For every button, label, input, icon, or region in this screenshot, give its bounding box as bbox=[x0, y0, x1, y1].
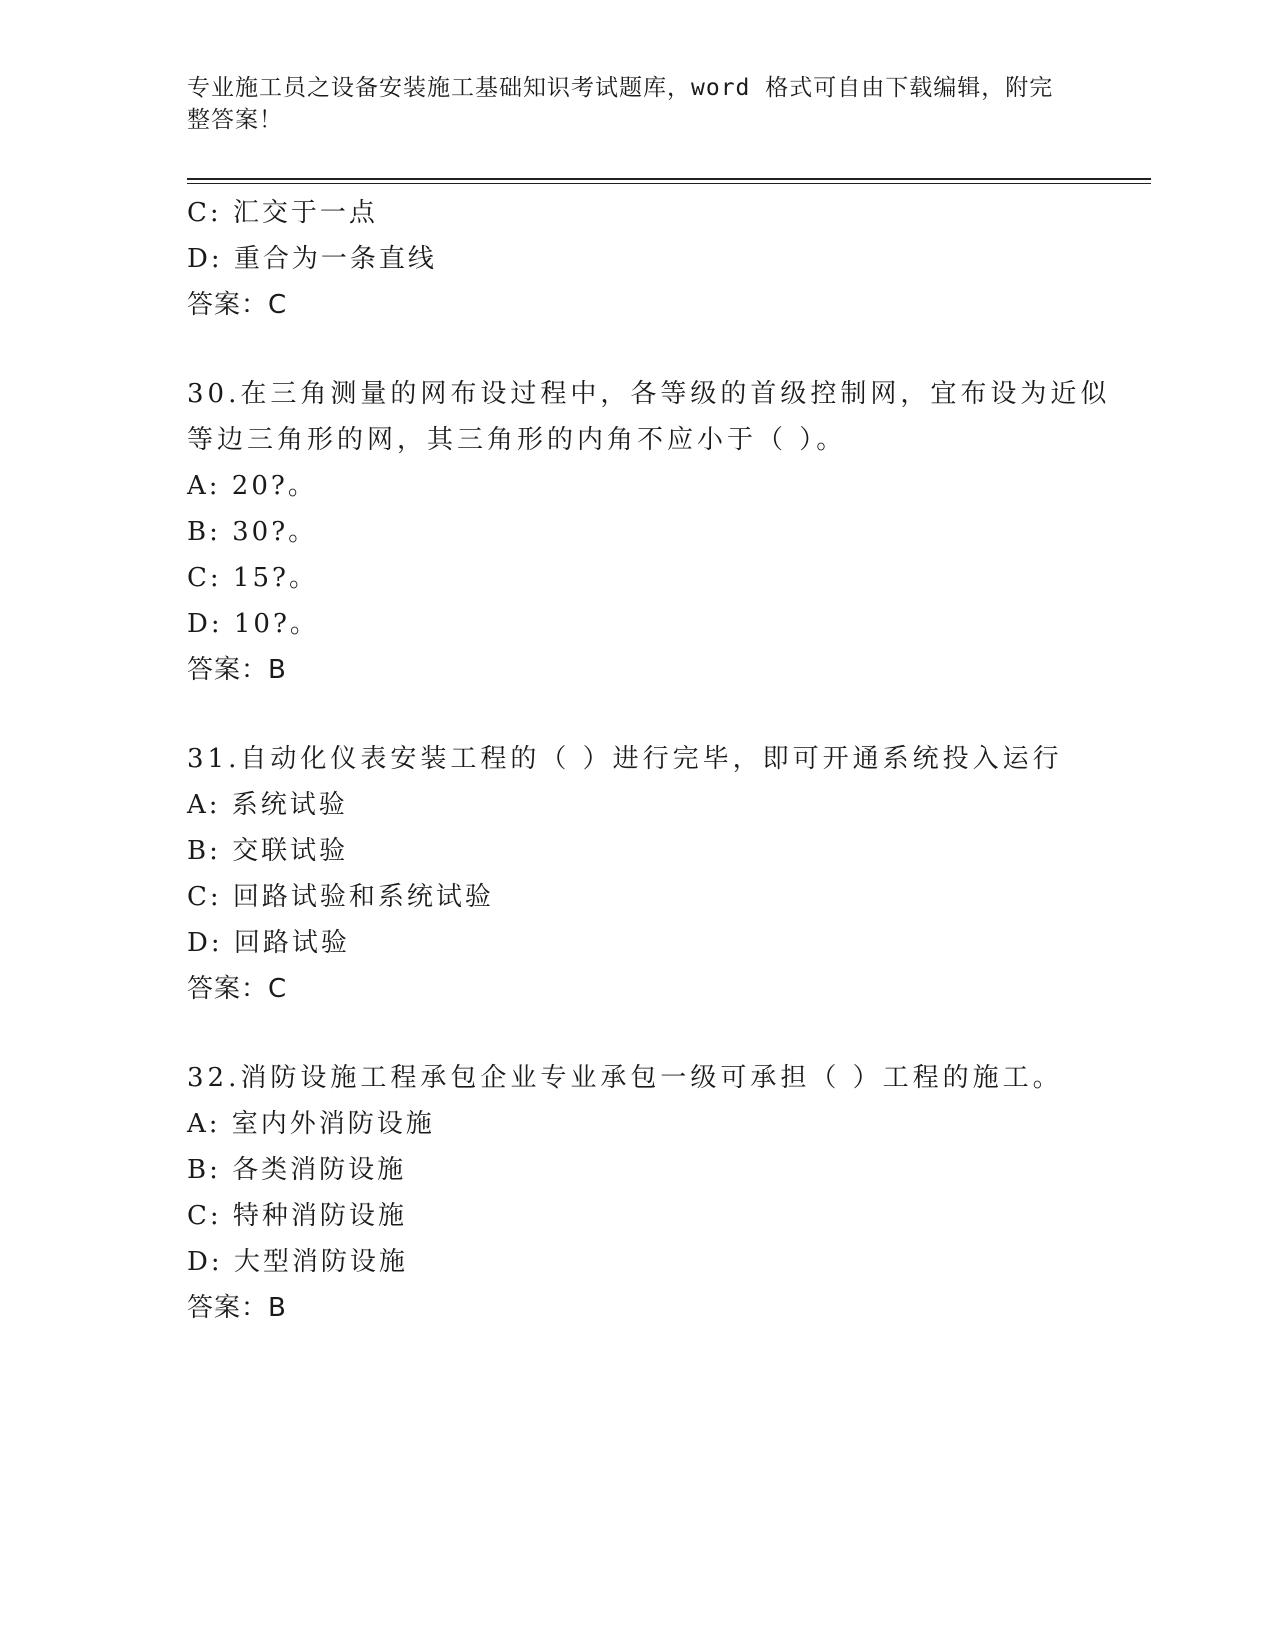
document-header bbox=[187, 72, 1067, 136]
answer-line: 答案：B bbox=[187, 655, 287, 685]
question-stem-line-1: 31.自动化仪表安装工程的（ ）进行完毕，即可开通系统投入运行 bbox=[187, 744, 1063, 774]
option-c: C: 回路试验和系统试验 bbox=[187, 882, 494, 912]
option-d: D: 重合为一条直线 bbox=[187, 244, 437, 274]
option-c: C: 汇交于一点 bbox=[187, 198, 378, 228]
option-b: B: 交联试验 bbox=[187, 836, 349, 866]
answer-line: 答案：C bbox=[187, 290, 288, 320]
header-divider-thin bbox=[187, 183, 1151, 184]
option-d: D: 大型消防设施 bbox=[187, 1247, 408, 1277]
option-b: B: 30?。 bbox=[187, 517, 318, 547]
question-stem-line-1: 32.消防设施工程承包企业专业承包一级可承担（ ）工程的施工。 bbox=[187, 1063, 1063, 1093]
question-block-31 bbox=[187, 736, 1087, 1012]
option-a: A: 室内外消防设施 bbox=[187, 1109, 435, 1139]
option-d: D: 回路试验 bbox=[187, 928, 350, 958]
option-c: C: 15?。 bbox=[187, 563, 318, 593]
option-d: D: 10?。 bbox=[187, 609, 319, 639]
option-a: A: 系统试验 bbox=[187, 790, 348, 820]
header-divider-thick bbox=[187, 178, 1151, 180]
answer-line: 答案：B bbox=[187, 1293, 287, 1323]
question-stem-line-1: 30.在三角测量的网布设过程中，各等级的首级控制网，宜布设为近似 bbox=[187, 379, 1111, 409]
question-content bbox=[187, 190, 1111, 1331]
question-block-32 bbox=[187, 1055, 1087, 1331]
question-block-previous bbox=[187, 190, 1087, 328]
question-block-30 bbox=[187, 371, 1111, 693]
question-stem-line-2: 等边三角形的网，其三角形的内角不应小于（ ）。 bbox=[187, 425, 847, 455]
option-b: B: 各类消防设施 bbox=[187, 1155, 407, 1185]
option-a: A: 20?。 bbox=[187, 471, 317, 501]
spacer bbox=[187, 693, 1087, 736]
spacer bbox=[187, 1012, 1087, 1055]
option-c: C: 特种消防设施 bbox=[187, 1201, 407, 1231]
header-line-1: 专业施工员之设备安装施工基础知识考试题库，word 格式可自由下载编辑，附完 bbox=[187, 75, 1054, 101]
header-line-2: 整答案！ bbox=[187, 107, 283, 133]
answer-line: 答案：C bbox=[187, 974, 288, 1004]
spacer bbox=[187, 328, 1087, 371]
